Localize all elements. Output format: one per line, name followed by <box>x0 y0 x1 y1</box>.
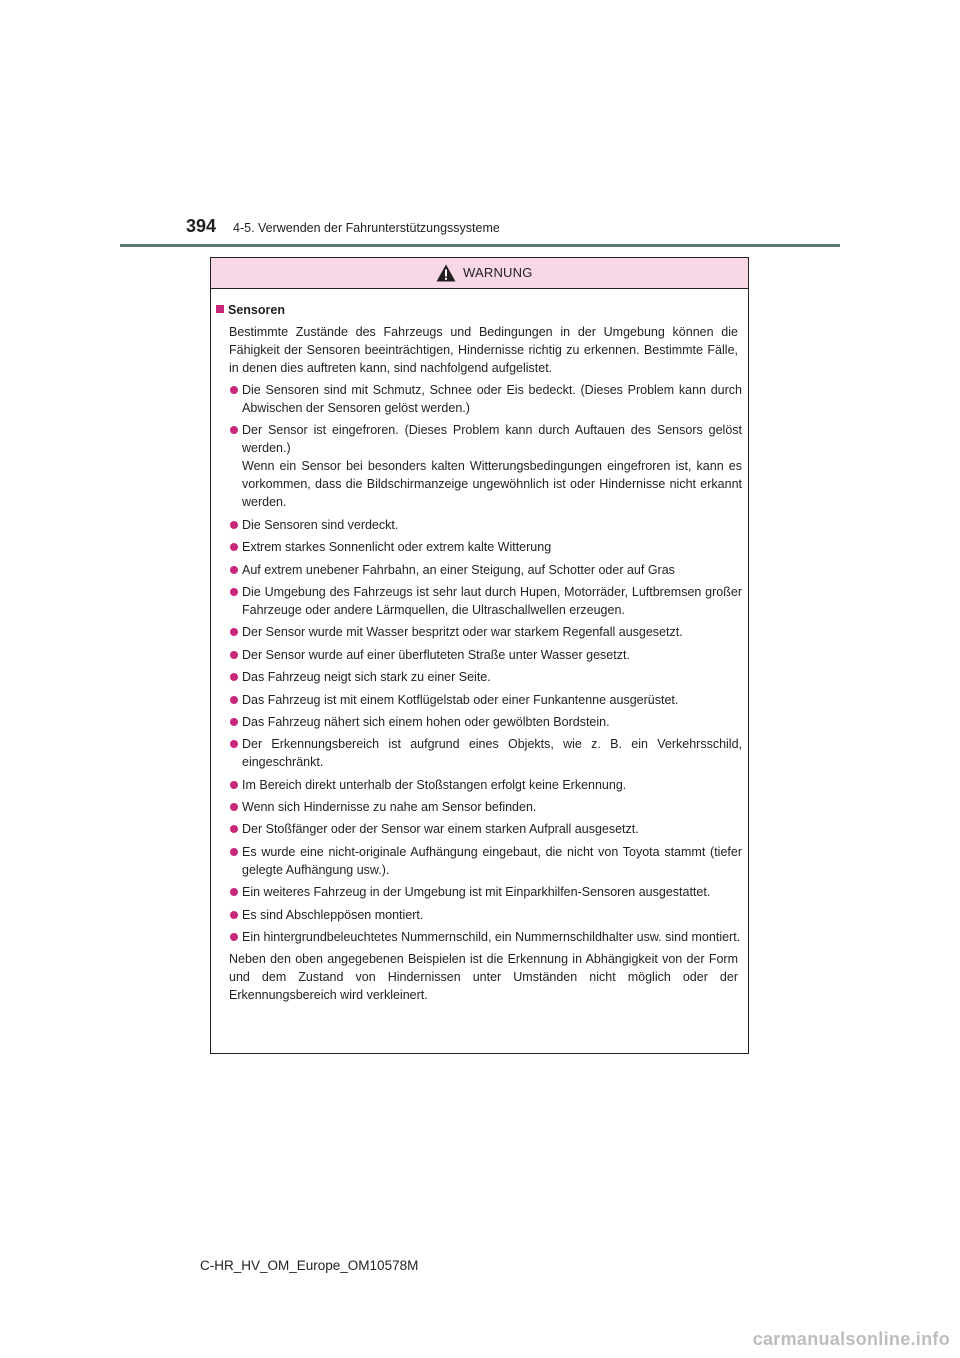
bullet-item <box>211 583 748 619</box>
warning-triangle-icon <box>436 264 456 282</box>
bullet-item <box>211 561 748 579</box>
bullet-dot-icon <box>230 848 238 856</box>
page-header <box>120 216 840 246</box>
bullet-item <box>211 713 748 731</box>
outro-paragraph: Neben den oben angegebenen Beispielen ist die Erkennung in Abhängigkeit von der Form und dem Zustand von Hindernissen unter Umständen nicht möglich oder der Erkennungsbereich wird verkleinert. <box>229 952 738 1003</box>
bullet-item <box>211 776 748 794</box>
bullet-text: Das Fahrzeug neigt sich stark zu einer Seite. <box>242 670 491 685</box>
bullet-item <box>211 646 748 664</box>
bullet-item <box>211 820 748 838</box>
bullet-item <box>211 516 748 534</box>
bullet-text: Der Sensor ist eingefroren. (Dieses Problem kann durch Auftauen des Sensors gelöst werden.) <box>242 423 742 456</box>
bullet-item <box>211 735 748 771</box>
bullet-item <box>211 381 748 417</box>
bullet-text: Die Umgebung des Fahrzeugs ist sehr laut durch Hupen, Motorräder, Luftbremsen großer Fahrzeuge oder andere Lärmquellen, die Ultraschallwellen erzeugen. <box>242 584 742 617</box>
page-number: 394 <box>186 216 217 236</box>
bullet-dot-icon <box>230 673 238 681</box>
bullet-list <box>211 381 748 946</box>
warning-label: WARNUNG <box>463 265 533 280</box>
bullet-dot-icon <box>230 740 238 748</box>
bullet-text: Ein weiteres Fahrzeug in der Umgebung ist mit Einparkhilfen-Sensoren ausgestattet. <box>242 885 711 900</box>
bullet-item <box>211 928 748 946</box>
watermark: carmanualsonline.info <box>752 1329 950 1349</box>
bullet-dot-icon <box>230 696 238 704</box>
bullet-item <box>211 623 748 641</box>
bullet-item <box>211 798 748 816</box>
bullet-text: Der Stoßfänger oder der Sensor war einem starken Aufprall ausgesetzt. <box>242 822 639 837</box>
bullet-dot-icon <box>230 651 238 659</box>
bullet-item <box>211 421 748 511</box>
bullet-text: Auf extrem unebener Fahrbahn, an einer Steigung, auf Schotter oder auf Gras <box>242 562 675 577</box>
bullet-dot-icon <box>230 781 238 789</box>
bullet-dot-icon <box>230 521 238 529</box>
bullet-item <box>211 691 748 709</box>
bullet-dot-icon <box>230 803 238 811</box>
bullet-text: Wenn sich Hindernisse zu nahe am Sensor befinden. <box>242 800 537 815</box>
bullet-item <box>211 883 748 901</box>
bullet-dot-icon <box>230 543 238 551</box>
bullet-dot-icon <box>230 718 238 726</box>
warning-box <box>210 257 749 1054</box>
bullet-item <box>211 668 748 686</box>
warning-header <box>211 258 748 289</box>
bullet-item <box>211 843 748 879</box>
bullet-text: Es wurde eine nicht-originale Aufhängung eingebaut, die nicht von Toyota stammt (tiefer gelegte Aufhängung usw.). <box>242 844 742 877</box>
document-id: C-HR_HV_OM_Europe_OM10578M <box>200 1258 419 1273</box>
bullet-dot-icon <box>230 911 238 919</box>
bullet-dot-icon <box>230 933 238 941</box>
warning-body <box>211 301 748 1004</box>
bullet-text: Der Erkennungsbereich ist aufgrund eines Objekts, wie z. B. ein Verkehrsschild, eingeschränkt. <box>242 737 742 770</box>
bullet-text: Das Fahrzeug ist mit einem Kotflügelstab oder einer Funkantenne ausgerüstet. <box>242 692 679 707</box>
bullet-item <box>211 906 748 924</box>
section-title: 4-5. Verwenden der Fahrunterstützungssysteme <box>233 221 500 235</box>
bullet-text: Die Sensoren sind mit Schmutz, Schnee oder Eis bedeckt. (Dieses Problem kann durch Abwischen der Sensoren gelöst werden.) <box>242 383 742 415</box>
square-bullet-icon <box>216 305 224 313</box>
bullet-dot-icon <box>230 628 238 636</box>
bullet-text: Die Sensoren sind verdeckt. <box>242 517 399 532</box>
bullet-dot-icon <box>230 825 238 833</box>
bullet-item <box>211 538 748 556</box>
bullet-text: Das Fahrzeug nähert sich einem hohen oder gewölbten Bordstein. <box>242 714 610 729</box>
section-heading <box>211 301 748 319</box>
bullet-dot-icon <box>230 566 238 574</box>
bullet-dot-icon <box>230 386 238 394</box>
bullet-dot-icon <box>230 588 238 596</box>
section-heading-text: Sensoren <box>228 303 285 317</box>
bullet-dot-icon <box>230 888 238 896</box>
bullet-text: Im Bereich direkt unterhalb der Stoßstangen erfolgt keine Erkennung. <box>242 777 627 792</box>
bullet-text: Der Sensor wurde auf einer überfluteten Straße unter Wasser gesetzt. <box>242 647 630 662</box>
bullet-text: Wenn ein Sensor bei besonders kalten Witterungsbedingungen eingefroren ist, kann es vorkommen, dass die Bildschirmanzeige ungewöhnlich ist oder Hindernisse nicht erkannt werden. <box>242 459 742 510</box>
bullet-text: Extrem starkes Sonnenlicht oder extrem kalte Witterung <box>242 540 552 555</box>
bullet-text: Ein hintergrundbeleuchtetes Nummernschild, ein Nummernschildhalter usw. sind montiert. <box>242 930 741 945</box>
bullet-dot-icon <box>230 426 238 434</box>
bullet-text: Der Sensor wurde mit Wasser bespritzt oder war starkem Regenfall ausgesetzt. <box>242 625 683 640</box>
bullet-text: Es sind Abschleppösen montiert. <box>242 907 424 922</box>
header-rule <box>120 244 840 247</box>
intro-paragraph: Bestimmte Zustände des Fahrzeugs und Bedingungen in der Umgebung können die Fähigkeit der Sensoren beeinträchtigen, Hindernisse richtig zu erkennen. Bestimmte Fälle, in denen dies auftreten kann, sind nachfolgend aufgelistet. <box>229 325 738 375</box>
